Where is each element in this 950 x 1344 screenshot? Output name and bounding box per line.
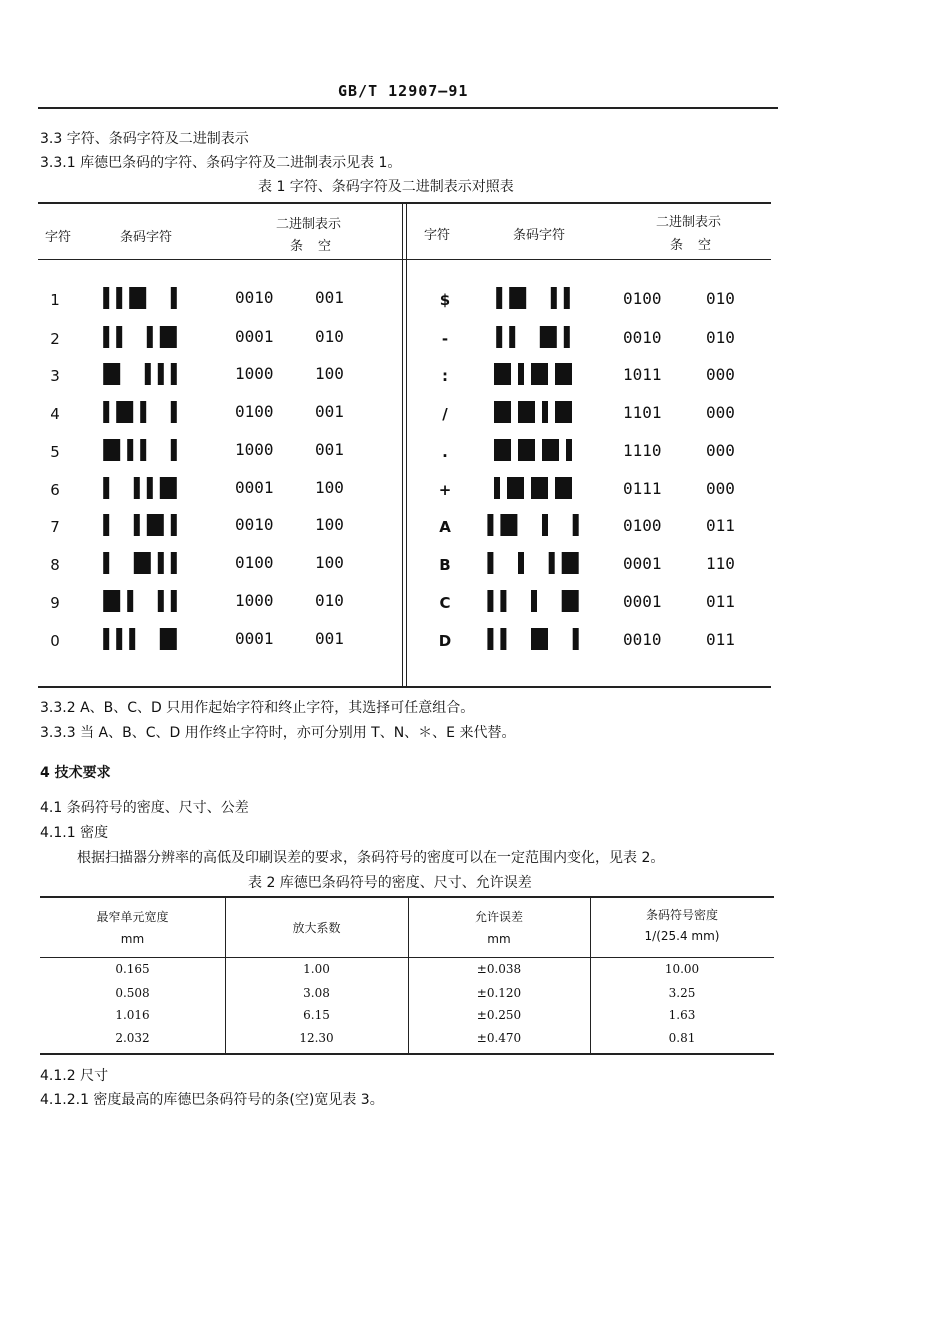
t2-header-min-width-unit: mm <box>120 932 145 946</box>
section-3-3-1: 3.3.1 库德巴条码的字符、条码字符及二进制表示见表 1。 <box>40 155 402 171</box>
barcode-bar <box>103 326 109 348</box>
barcode-bar <box>160 477 177 499</box>
section-4-1-1: 4.1.1 密度 <box>40 825 109 841</box>
barcode-bar <box>158 363 164 385</box>
char-cell: . <box>442 443 448 461</box>
barcode-bar <box>551 287 557 309</box>
barcode-pattern <box>478 590 588 612</box>
table2-cell: 1.016 <box>115 1008 150 1022</box>
barcode-bar <box>116 401 133 423</box>
char-cell: 6 <box>50 481 60 499</box>
t2-header-density: 条码符号密度 <box>645 908 718 922</box>
barcode-bar <box>103 514 109 536</box>
barcode-bar <box>171 401 177 423</box>
barcode-bar <box>103 439 120 461</box>
barcode-pattern <box>478 363 588 385</box>
barcode-bar <box>147 477 153 499</box>
binary-bar-cell: 0010 <box>235 515 274 534</box>
char-cell: / <box>442 405 448 423</box>
barcode-pattern <box>85 590 195 612</box>
binary-bar-cell: 0100 <box>623 516 662 535</box>
barcode-bar <box>555 401 572 423</box>
barcode-bar <box>509 326 515 348</box>
t2-header-tolerance: 允许误差 <box>474 910 523 924</box>
table2-cell: 6.15 <box>303 1008 330 1022</box>
section-3-3: 3.3 字符、条码字符及二进制表示 <box>40 131 249 147</box>
barcode-bar <box>518 439 535 461</box>
section-4-1-2-1: 4.1.2.1 密度最高的库德巴条码符号的条(空)宽见表 3。 <box>40 1092 384 1108</box>
barcode-bar <box>171 363 177 385</box>
char-cell: 9 <box>50 594 60 612</box>
table1-bottom-rule <box>38 686 771 688</box>
t1-left-header-binary: 二进制表示 <box>276 217 342 232</box>
char-cell: 0 <box>50 632 60 650</box>
barcode-pattern <box>85 439 195 461</box>
barcode-bar <box>487 628 493 650</box>
barcode-pattern <box>478 326 588 348</box>
barcode-bar <box>494 477 500 499</box>
barcode-bar <box>500 628 506 650</box>
barcode-bar <box>171 287 177 309</box>
barcode-bar <box>518 552 524 574</box>
barcode-bar <box>566 439 572 461</box>
section-3-3-3: 3.3.3 当 A、B、C、D 用作终止字符时，亦可分别用 T、N、＊、E 来代替。 <box>40 725 516 741</box>
binary-space-cell: 010 <box>315 591 344 610</box>
binary-bar-cell: 0001 <box>235 629 274 648</box>
section-3-3-2: 3.3.2 A、B、C、D 只用作起始字符和终止字符，其选择可任意组合。 <box>40 700 475 716</box>
table1-divider-a <box>402 202 403 686</box>
barcode-bar <box>103 401 109 423</box>
barcode-bar <box>555 477 572 499</box>
binary-bar-cell: 1101 <box>623 403 662 422</box>
barcode-pattern <box>85 401 195 423</box>
table2-cell: 0.165 <box>115 962 150 976</box>
barcode-bar <box>509 287 526 309</box>
binary-bar-cell: 1000 <box>235 591 274 610</box>
table2-cell: 10.00 <box>664 962 700 976</box>
char-cell: : <box>442 367 448 385</box>
barcode-bar <box>116 287 122 309</box>
barcode-bar <box>145 363 151 385</box>
barcode-bar <box>531 628 548 650</box>
barcode-bar <box>129 287 146 309</box>
barcode-bar <box>147 514 164 536</box>
barcode-bar <box>496 326 502 348</box>
barcode-pattern <box>478 287 588 309</box>
barcode-bar <box>487 552 493 574</box>
binary-space-cell: 000 <box>706 403 735 422</box>
barcode-pattern <box>478 514 588 536</box>
binary-space-cell: 000 <box>706 365 735 384</box>
section-4-1-2: 4.1.2 尺寸 <box>40 1068 109 1084</box>
barcode-bar <box>129 628 135 650</box>
binary-bar-cell: 0001 <box>623 592 662 611</box>
binary-space-cell: 000 <box>706 479 735 498</box>
barcode-bar <box>158 552 164 574</box>
barcode-bar <box>531 477 548 499</box>
barcode-bar <box>487 514 493 536</box>
section-4: 4 技术要求 <box>40 765 111 781</box>
char-cell: 5 <box>50 443 60 461</box>
char-cell: $ <box>439 291 451 309</box>
table1-top-rule <box>38 202 771 204</box>
t1-left-header-char: 字符 <box>45 230 72 245</box>
barcode-bar <box>494 439 511 461</box>
barcode-bar <box>158 590 164 612</box>
barcode-bar <box>496 287 502 309</box>
barcode-bar <box>160 628 177 650</box>
char-cell: D <box>438 632 452 650</box>
barcode-bar <box>531 363 548 385</box>
barcode-bar <box>171 514 177 536</box>
table2-cell: 1.00 <box>303 962 330 976</box>
table2-cell: 1.63 <box>668 1008 696 1022</box>
binary-space-cell: 010 <box>706 328 735 347</box>
barcode-bar <box>564 287 570 309</box>
table2-caption: 表 2 库德巴条码符号的密度、尺寸、允许误差 <box>248 875 532 891</box>
barcode-pattern <box>85 628 195 650</box>
binary-space-cell: 001 <box>315 440 344 459</box>
binary-space-cell: 010 <box>315 327 344 346</box>
barcode-pattern <box>85 514 195 536</box>
char-cell: 2 <box>50 330 60 348</box>
table2-cell: 0.508 <box>115 986 150 1000</box>
table2-cell: 3.08 <box>303 986 330 1000</box>
binary-space-cell: 001 <box>315 629 344 648</box>
char-cell: 3 <box>50 367 60 385</box>
barcode-bar <box>518 401 535 423</box>
barcode-bar <box>171 552 177 574</box>
section-4-1-1-text: 根据扫描器分辨率的高低及印刷误差的要求，条码符号的密度可以在一定范围内变化，见表 2。 <box>77 850 665 866</box>
t1-right-header-bar: 条 <box>670 238 684 253</box>
table2-bottom-rule <box>40 1053 774 1055</box>
binary-space-cell: 100 <box>315 478 344 497</box>
barcode-bar <box>160 326 177 348</box>
binary-bar-cell: 0001 <box>623 554 662 573</box>
t1-left-header-space: 空 <box>318 239 332 254</box>
t1-left-header-bar: 条 <box>290 239 304 254</box>
char-cell: 7 <box>50 518 60 536</box>
barcode-bar <box>487 590 493 612</box>
char-cell: + <box>438 481 452 499</box>
barcode-bar <box>103 628 109 650</box>
header-rule <box>38 107 778 109</box>
t1-right-header-barcode: 条码字符 <box>513 228 566 243</box>
t1-left-header-barcode: 条码字符 <box>120 230 173 245</box>
binary-space-cell: 001 <box>315 402 344 421</box>
binary-space-cell: 011 <box>706 516 735 535</box>
char-cell: 8 <box>50 556 60 574</box>
barcode-bar <box>103 477 109 499</box>
barcode-bar <box>531 590 537 612</box>
char-cell: 1 <box>50 291 60 309</box>
char-cell: 4 <box>50 405 60 423</box>
table2-header-rule <box>40 957 774 958</box>
standard-number: GB/T 12907—91 <box>338 82 469 100</box>
barcode-bar <box>140 439 146 461</box>
binary-bar-cell: 1000 <box>235 440 274 459</box>
binary-bar-cell: 0010 <box>235 288 274 307</box>
binary-space-cell: 010 <box>706 289 735 308</box>
barcode-bar <box>500 514 517 536</box>
barcode-bar <box>171 439 177 461</box>
barcode-bar <box>549 552 555 574</box>
char-cell: C <box>439 594 451 612</box>
barcode-bar <box>494 363 511 385</box>
t2-header-tolerance-unit: mm <box>487 932 511 946</box>
barcode-bar <box>134 552 151 574</box>
barcode-pattern <box>85 363 195 385</box>
barcode-bar <box>573 628 579 650</box>
barcode-pattern <box>478 628 588 650</box>
barcode-bar <box>494 401 511 423</box>
table2-cell: ±0.470 <box>476 1031 522 1045</box>
barcode-bar <box>507 477 524 499</box>
barcode-bar <box>103 590 120 612</box>
barcode-pattern <box>85 477 195 499</box>
section-4-1: 4.1 条码符号的密度、尺寸、公差 <box>40 800 249 816</box>
t1-right-header-char: 字符 <box>424 228 451 243</box>
binary-bar-cell: 0001 <box>235 327 274 346</box>
binary-space-cell: 000 <box>706 441 735 460</box>
t1-right-header-space: 空 <box>698 238 712 253</box>
binary-space-cell: 011 <box>706 592 735 611</box>
table2-cell: 2.032 <box>115 1031 150 1045</box>
barcode-bar <box>542 514 548 536</box>
t1-right-header-binary: 二进制表示 <box>656 215 722 230</box>
barcode-bar <box>116 628 122 650</box>
table2-cell: 3.25 <box>668 986 696 1000</box>
binary-space-cell: 011 <box>706 630 735 649</box>
barcode-pattern <box>478 477 588 499</box>
t2-header-min-width: 最窄单元宽度 <box>96 910 169 924</box>
barcode-bar <box>134 514 140 536</box>
char-cell: A <box>439 518 451 536</box>
binary-space-cell: 100 <box>315 364 344 383</box>
binary-bar-cell: 0100 <box>623 289 662 308</box>
barcode-pattern <box>478 401 588 423</box>
t2-header-magnification: 放大系数 <box>292 921 341 935</box>
barcode-bar <box>134 477 140 499</box>
table2-cell: 12.30 <box>299 1031 334 1045</box>
binary-bar-cell: 0111 <box>623 479 662 498</box>
barcode-bar <box>116 326 122 348</box>
binary-bar-cell: 0001 <box>235 478 274 497</box>
binary-space-cell: 001 <box>315 288 344 307</box>
table2-cell: ±0.120 <box>476 986 522 1000</box>
barcode-bar <box>573 514 579 536</box>
binary-bar-cell: 0010 <box>623 328 662 347</box>
barcode-bar <box>562 552 579 574</box>
barcode-bar <box>127 439 133 461</box>
barcode-bar <box>103 552 109 574</box>
barcode-bar <box>518 363 524 385</box>
barcode-bar <box>500 590 506 612</box>
table2-cell: 0.81 <box>668 1031 696 1045</box>
barcode-pattern <box>85 287 195 309</box>
barcode-pattern <box>478 552 588 574</box>
char-cell: - <box>441 330 449 348</box>
barcode-bar <box>147 326 153 348</box>
barcode-bar <box>140 401 146 423</box>
binary-bar-cell: 1011 <box>623 365 662 384</box>
barcode-bar <box>562 590 579 612</box>
table2-cell: ±0.038 <box>476 962 522 976</box>
table1-header-rule <box>38 259 771 260</box>
binary-space-cell: 110 <box>706 554 735 573</box>
binary-bar-cell: 1000 <box>235 364 274 383</box>
barcode-bar <box>542 439 559 461</box>
barcode-bar <box>127 590 133 612</box>
barcode-pattern <box>478 439 588 461</box>
table1-caption: 表 1 字符、条码字符及二进制表示对照表 <box>258 179 514 195</box>
binary-bar-cell: 1110 <box>623 441 662 460</box>
binary-space-cell: 100 <box>315 553 344 572</box>
barcode-bar <box>103 287 109 309</box>
barcode-bar <box>555 363 572 385</box>
barcode-bar <box>564 326 570 348</box>
table2-cell: ±0.250 <box>476 1008 522 1022</box>
table2-top-rule <box>40 896 774 898</box>
barcode-pattern <box>85 326 195 348</box>
binary-space-cell: 100 <box>315 515 344 534</box>
table1-divider-b <box>406 202 407 686</box>
barcode-bar <box>540 326 557 348</box>
barcode-bar <box>542 401 548 423</box>
binary-bar-cell: 0100 <box>235 553 274 572</box>
barcode-bar <box>103 363 120 385</box>
barcode-bar <box>171 590 177 612</box>
barcode-pattern <box>85 552 195 574</box>
binary-bar-cell: 0010 <box>623 630 662 649</box>
char-cell: B <box>439 556 451 574</box>
t2-header-density-unit: 1/(25.4 mm) <box>644 929 720 943</box>
binary-bar-cell: 0100 <box>235 402 274 421</box>
